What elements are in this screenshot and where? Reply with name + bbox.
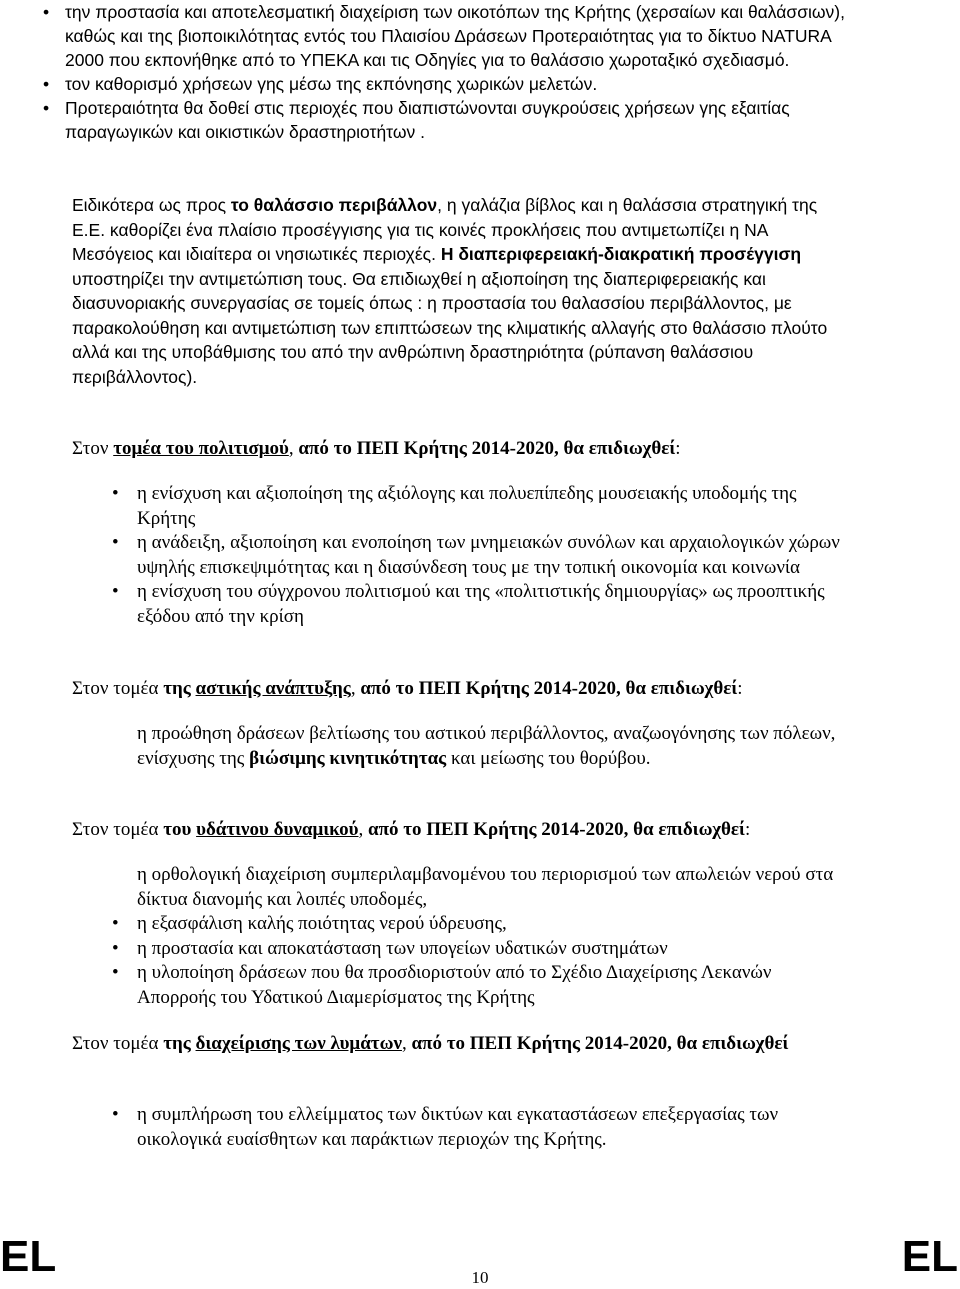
interregional-approach-term: Η διαπεριφερειακή-διακρατική προσέγγιση <box>440 244 802 264</box>
wastewater-bullet-list <box>72 1103 852 1152</box>
marine-environment-paragraph: Ειδικότερα ως προς το θαλάσσιο περιβάλλον, η γαλάζια βίβλος και η θαλάσσια στρατηγική της Ε.Ε. καθορίζει ένα πλαίσιο προσέγγισης για τις κοινές προκλήσεις που αντιμετωπίζει η ΝΑ Μεσόγειος και ιδιαίτερα οι νησιωτικές περιοχές. Η διαπεριφερειακή-διακρατική προσέγγιση υποστηρίζει την αντιμετώπιση τους. Θα επιδιωχθεί η αξιοποίηση της διαπεριφερειακής και διασυνοριακής συνεργασίας σε τομείς όπως : η προστασία του θαλασσίου περιβάλλοντος, με παρακολούθηση και αντιμετώπιση των επιπτώσεων της κλιματικής αλλαγής στο θαλάσσιο πλούτο αλλά και της υποβάθμισης του από την ανθρώπινη δραστηριότητα (ρύπανση θαλάσσιου περιβάλλοντος). <box>72 195 828 387</box>
bullet-icon: • <box>43 2 50 22</box>
culture-heading: Στον τομέα του πολιτισμού, από το ΠΕΠ Κρήτης 2014-2020, θα επιδιωχθεί: <box>72 438 681 459</box>
urban-heading: Στον τομέα της αστικής ανάπτυξης, από το ΠΕΠ Κρήτης 2014-2020, θα επιδιωχθεί: <box>72 678 743 699</box>
water-bullet-list <box>72 912 852 1010</box>
wastewater-heading: Στον τομέα της διαχείρισης των λυμάτων, από το ΠΕΠ Κρήτης 2014-2020, θα επιδιωχθεί <box>72 1033 789 1054</box>
water-item-first: η ορθολογική διαχείριση συμπεριλαμβανομένου του περιορισμού των απωλειών νερού στα δίκτυα διανομής και λοιπές υποδομές, <box>137 864 834 910</box>
list-item: • την προστασία και αποτελεσματική διαχείριση των οικοτόπων της Κρήτης (χερσαίων και θαλάσσιων), καθώς και της βιοποικιλότητας εντός του Πλαισίου Δράσεων Προτεραιότητας για το δίκτυο NATURA 2000 που εκπονήθηκε από το ΥΠΕΚΑ και τις Οδηγίες για το θαλάσσιο χωροταξικό σχεδιασμό. <box>43 2 845 70</box>
language-code-left: EL <box>0 1232 57 1281</box>
bullet-icon: • <box>43 74 50 94</box>
marine-environment-term: το θαλάσσιο περιβάλλον <box>230 195 438 215</box>
list-item: • τον καθορισμό χρήσεων γης μέσω της εκπόνησης χωρικών μελετών. <box>43 74 598 94</box>
bullet-icon: • <box>112 483 119 504</box>
list-item: • η ανάδειξη, αξιοποίηση και ενοποίηση των μνημειακών συνόλων και αρχαιολογικών χώρων υψηλής επισκεψιμότητας και η διασύνδεση τους με την τοπική οικονομία και κοινωνία <box>112 532 840 578</box>
urban-item: η προώθηση δράσεων βελτίωσης του αστικού περιβάλλοντος, αναζωογόνησης των πόλεων, ενίσχυσης της βιώσιμης κινητικότητας και μείωσης του θορύβου. <box>137 723 836 769</box>
list-item: • η συμπλήρωση του ελλείμματος των δικτύων και εγκαταστάσεων επεξεργασίας των οικολογικά ευαίσθητων και παράκτιων περιοχών της Κρήτης. <box>112 1104 779 1150</box>
list-item: • η ενίσχυση του σύγχρονου πολιτισμού και της «πολιτιστικής δημιουργίας» ως προοπτικής εξόδου από την κρίση <box>112 581 825 627</box>
urban-sector-term: αστικής ανάπτυξης <box>195 678 351 699</box>
culture-bullet-list <box>72 482 852 629</box>
bullet-icon: • <box>112 937 119 959</box>
list-item: • η εξασφάλιση καλής ποιότητας νερού ύδρευσης, <box>0 912 852 937</box>
sustainable-mobility-term: βιώσιμης κινητικότητας <box>249 747 447 769</box>
language-code-right: EL <box>901 1232 958 1281</box>
culture-sector-term: τομέα του πολιτισμού <box>113 438 289 459</box>
water-heading: Στον τομέα του υδάτινου δυναμικού, από το ΠΕΠ Κρήτης 2014-2020, θα επιδιωχθεί: <box>72 819 751 840</box>
wastewater-sector-term: διαχείρισης των λυμάτων <box>195 1033 402 1054</box>
list-item: • η προστασία και αποκατάσταση των υπογείων υδατικών συστημάτων <box>0 937 852 962</box>
environment-bullet-list <box>43 0 852 144</box>
list-item: • Προτεραιότητα θα δοθεί στις περιοχές που διαπιστώνονται συγκρούσεις χρήσεων γης εξαιτίας παραγωγικών και οικιστικών δραστηριοτήτων . <box>43 98 790 142</box>
bullet-icon: • <box>112 962 119 983</box>
bullet-icon: • <box>112 532 119 553</box>
page-number: 10 <box>471 1268 489 1287</box>
bullet-icon: • <box>112 913 119 934</box>
water-sector-term: υδάτινου δυναμικού <box>196 819 359 840</box>
list-item: • η υλοποίηση δράσεων που θα προσδιοριστούν από το Σχέδιο Διαχείρισης Λεκανών Απορροής του Υδατικού Διαμερίσματος της Κρήτης <box>112 962 772 1008</box>
bullet-icon: • <box>112 1104 119 1125</box>
bullet-icon: • <box>112 581 119 602</box>
bullet-icon: • <box>43 98 50 118</box>
list-item: • η ενίσχυση και αξιοποίηση της αξιόλογης και πολυεπίπεδης μουσειακής υποδομής της Κρήτης <box>112 483 797 529</box>
